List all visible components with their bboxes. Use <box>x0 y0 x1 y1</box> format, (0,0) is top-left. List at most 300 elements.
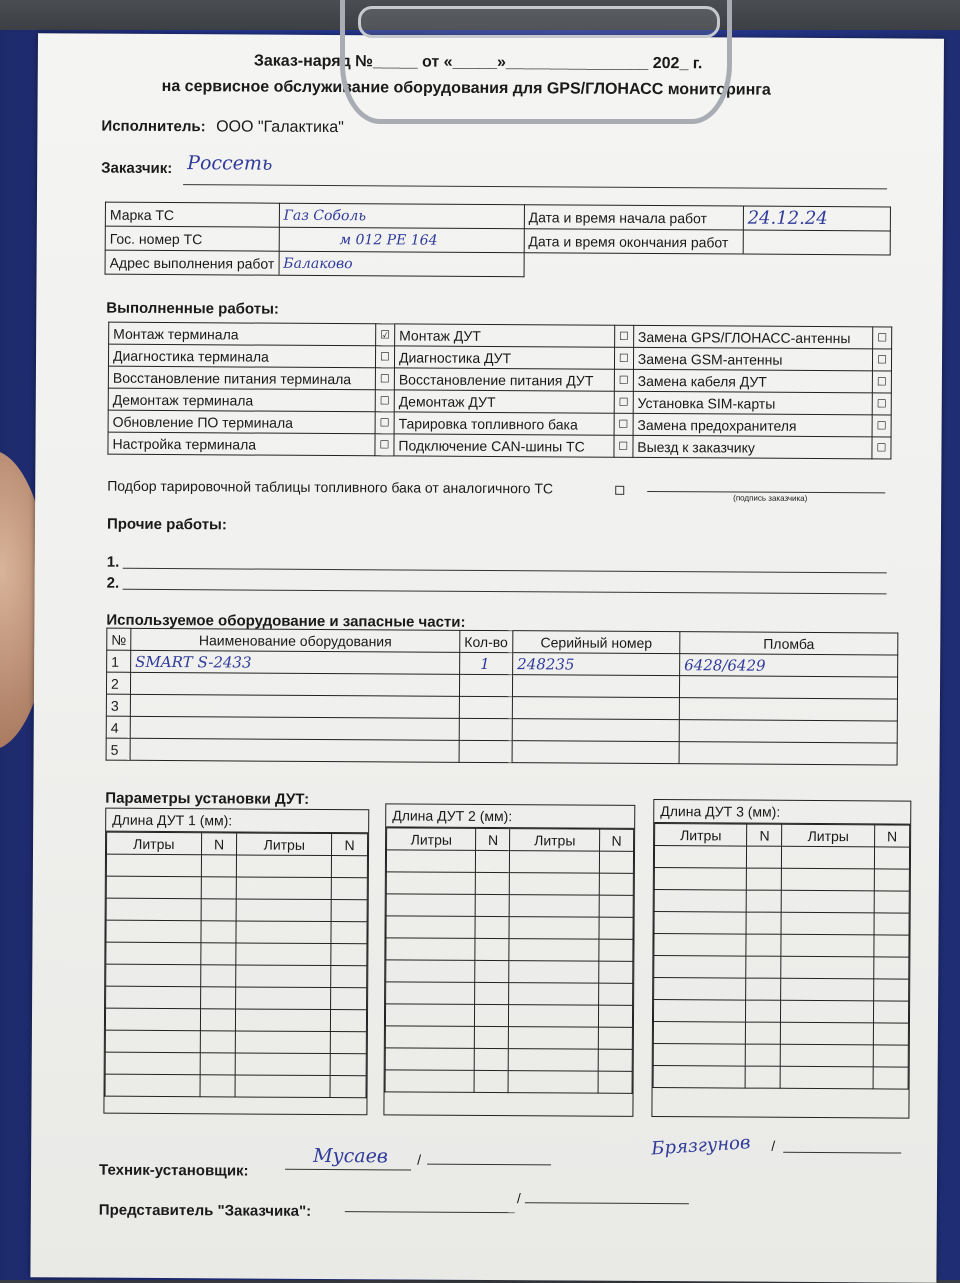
dut-cell <box>653 1000 745 1023</box>
dut2-table <box>385 827 635 1094</box>
header-line2: на сервисное обслуживание оборудования для GPS/ГЛОНАСС мониторинга <box>161 77 771 99</box>
equipment-cell: SMART S-2433 <box>131 650 460 674</box>
eq-header-qty: Кол-во <box>460 630 513 652</box>
dut-cell <box>510 851 600 874</box>
dut-cell <box>385 1026 475 1049</box>
dut-cell <box>106 898 201 921</box>
dut-cell <box>874 847 909 869</box>
equipment-cell <box>679 698 897 721</box>
work-item-checkbox[interactable]: ☑ <box>376 324 395 346</box>
work-item-checkbox[interactable]: ☐ <box>614 391 633 413</box>
work-item-checkbox[interactable]: ☐ <box>614 347 633 369</box>
dut-cell <box>653 1066 745 1089</box>
work-item-label: Диагностика ДУТ <box>394 346 614 369</box>
dut-cell <box>200 965 236 987</box>
dut-row <box>654 846 909 870</box>
dut-cell <box>200 921 236 943</box>
work-item-label: Демонтаж терминала <box>108 388 375 412</box>
dut-row <box>385 1070 632 1094</box>
dut-cell <box>746 978 781 1000</box>
dut-row <box>106 854 367 878</box>
dut-cell <box>599 895 633 917</box>
tech-line-2 <box>427 1164 551 1166</box>
dut-cell <box>236 965 331 988</box>
work-item-label: Восстановление питания ДУТ <box>394 368 614 391</box>
dut-cell <box>105 1074 200 1097</box>
dut-cell <box>476 850 510 872</box>
dut-cell <box>746 1000 781 1022</box>
tech-signature-1: Мусаев <box>313 1144 388 1168</box>
work-item-label: Замена кабеля ДУТ <box>633 369 872 392</box>
equipment-cell: 4 <box>106 716 130 738</box>
dut-cell <box>330 1054 366 1076</box>
dut-cell <box>745 1066 780 1088</box>
dut-cell <box>330 1032 366 1054</box>
work-item-checkbox[interactable]: ☐ <box>375 346 394 368</box>
dut-cell <box>237 877 332 900</box>
equipment-cell <box>679 720 897 743</box>
dut-cell <box>386 938 476 961</box>
dut-cell <box>873 1001 908 1023</box>
dut-cell <box>654 912 746 935</box>
dut-row <box>386 982 633 1006</box>
brand-label: Марка ТС <box>105 202 279 227</box>
dut-cell <box>654 846 746 869</box>
work-item-label: Замена GPS/ГЛОНАСС-антенны <box>633 325 872 348</box>
equipment-row <box>106 738 897 765</box>
dut-cell <box>599 939 633 961</box>
dut-cell <box>781 1022 873 1045</box>
work-item-label: Замена предохранителя <box>633 413 872 436</box>
equipment-cell: 6428/6429 <box>680 654 898 677</box>
equipment-cell <box>512 697 679 720</box>
dut-cell <box>746 956 781 978</box>
tech-label: Техник-установщик: <box>99 1161 249 1180</box>
dut-cell <box>873 979 908 1001</box>
dut-cell <box>873 1045 908 1067</box>
dut1-table <box>105 832 369 1099</box>
dut-header-cell: Литры <box>237 833 332 856</box>
work-item-label: Подключение CAN-шины ТС <box>394 434 614 457</box>
dut-cell <box>236 1053 331 1076</box>
work-item-label: Монтаж терминала <box>109 322 376 346</box>
customer-line <box>183 184 887 189</box>
other-line-2 <box>123 589 887 595</box>
dut-cell <box>236 921 331 944</box>
dut1-block <box>103 808 369 1116</box>
dut-row <box>106 986 367 1010</box>
work-item-label: Выезд к заказчику <box>633 435 872 458</box>
vehicle-table <box>105 202 891 280</box>
dut-cell <box>653 1044 745 1067</box>
eq-header-seal: Пломба <box>680 632 898 655</box>
dut-cell <box>746 1022 781 1044</box>
dut-cell <box>237 855 332 878</box>
dut-cell <box>330 1076 366 1098</box>
dut-cell <box>236 987 331 1010</box>
rep-line-1 <box>345 1211 515 1213</box>
dut-cell <box>510 895 600 918</box>
dut-cell <box>654 890 746 913</box>
tech-line-1 <box>285 1169 411 1171</box>
signature-caption: (подпись заказчика) <box>733 493 808 503</box>
dut-title: Параметры установки ДУТ: <box>105 789 310 808</box>
dut-cell <box>236 1031 331 1054</box>
equipment-cell <box>512 741 679 764</box>
dut-cell <box>106 964 201 987</box>
dut-header-cell: N <box>599 829 633 851</box>
dut-cell <box>200 987 236 1009</box>
work-item-label: Обновление ПО терминала <box>108 410 375 434</box>
dut-cell <box>781 934 873 957</box>
dut3-title: Длина ДУТ 3 (мм): <box>654 800 910 825</box>
other-item-2: 2. <box>106 574 120 592</box>
dut-cell <box>782 846 874 869</box>
dut-cell <box>331 856 367 878</box>
dut-header-cell: N <box>874 825 909 847</box>
tech-signature-2: Брязгунов <box>650 1132 751 1160</box>
eq-header-num: № <box>107 628 131 650</box>
dut-cell <box>874 869 909 891</box>
dut-row <box>654 890 909 914</box>
dut-row <box>386 960 633 984</box>
dut-row <box>386 938 633 962</box>
dut-cell <box>598 1005 632 1027</box>
address-label: Адрес выполнения работ <box>105 250 279 275</box>
dut-cell <box>874 957 909 979</box>
dut1-title: Длина ДУТ 1 (мм): <box>106 809 368 834</box>
dut-cell <box>386 960 476 983</box>
equipment-cell <box>512 675 679 698</box>
executor-row: Исполнитель: ООО "Галактика" <box>101 117 344 137</box>
dut-cell <box>331 988 367 1010</box>
dut-cell <box>201 899 237 921</box>
eq-header-serial: Серийный номер <box>513 631 680 654</box>
other-item-1: 1. <box>106 553 120 571</box>
dut-row <box>105 1030 366 1054</box>
dut-cell <box>746 934 781 956</box>
dut-cell <box>654 934 746 957</box>
equipment-cell <box>459 696 512 718</box>
dut-row <box>653 1044 908 1068</box>
dut-header-cell: N <box>747 824 782 846</box>
dut-cell <box>105 1052 200 1075</box>
dut-row <box>106 920 367 944</box>
work-item-label: Замена GSM-антенны <box>633 347 872 370</box>
work-item-checkbox[interactable]: ☐ <box>873 327 892 349</box>
dut-cell <box>747 890 782 912</box>
customer-label: Заказчик: <box>101 159 173 178</box>
equipment-cell <box>131 672 460 696</box>
dut-cell <box>331 900 367 922</box>
dut-cell <box>475 1048 509 1070</box>
dut-row <box>654 868 909 892</box>
dut-cell <box>781 1066 873 1089</box>
dut-cell <box>386 872 476 895</box>
dut-cell <box>509 961 599 984</box>
dut-header-row <box>387 828 634 852</box>
equipment-title: Используемое оборудование и запасные части: <box>106 611 466 631</box>
dut-cell <box>509 983 599 1006</box>
dut-cell <box>873 1023 908 1045</box>
dut-cell <box>200 1053 236 1075</box>
work-item-checkbox[interactable]: ☐ <box>614 413 633 435</box>
work-item-checkbox[interactable]: ☐ <box>872 393 891 415</box>
end-value <box>743 230 890 255</box>
equipment-cell <box>459 740 512 762</box>
dut-cell <box>386 916 476 939</box>
dut-cell <box>200 943 236 965</box>
work-item-label: Тарировка топливного бака <box>394 412 614 435</box>
equipment-table <box>106 628 899 766</box>
dut-cell <box>746 912 781 934</box>
dut-cell <box>236 1009 331 1032</box>
eq-header-name: Наименование оборудования <box>131 628 460 652</box>
work-item-label: Монтаж ДУТ <box>395 324 615 347</box>
dut-cell <box>509 939 599 962</box>
dut-header-cell: Литры <box>510 829 600 852</box>
dut-cell <box>873 1067 908 1089</box>
dut-cell <box>654 956 746 979</box>
equipment-cell: 248235 <box>513 653 680 676</box>
dut-cell <box>874 913 909 935</box>
dut-cell <box>510 873 600 896</box>
dut-row <box>653 1022 908 1046</box>
dut-row <box>105 1052 366 1076</box>
equipment-cell <box>679 676 897 699</box>
dut-header-row <box>106 832 367 856</box>
plate-value: м 012 РЕ 164 <box>279 227 524 252</box>
work-item-label: Восстановление питания терминала <box>108 366 375 390</box>
dut-cell <box>201 855 237 877</box>
work-item-label: Настройка терминала <box>108 432 375 456</box>
dut-cell <box>509 1071 599 1094</box>
tech-slash-1: / <box>417 1151 422 1168</box>
dut-cell <box>385 1070 475 1093</box>
dut-cell <box>105 1008 200 1031</box>
tarir-label: Подбор тарировочной таблицы топливного бака от аналогичного ТС <box>107 477 554 497</box>
dut-row <box>385 1026 632 1050</box>
dut3-block <box>651 799 911 1119</box>
dut-cell <box>475 982 509 1004</box>
dut-cell <box>782 868 874 891</box>
dut-row <box>653 1000 908 1024</box>
dut-cell <box>237 899 332 922</box>
equipment-cell <box>512 719 679 742</box>
work-item-checkbox[interactable]: ☐ <box>872 415 891 437</box>
end-label: Дата и время окончания работ <box>524 229 743 254</box>
dut-cell <box>475 1026 509 1048</box>
dut3-table <box>653 823 911 1090</box>
address-value: Балаково <box>279 251 524 276</box>
works-table <box>107 322 892 460</box>
dut-cell <box>476 894 510 916</box>
equipment-cell: 1 <box>107 650 131 672</box>
dut-cell <box>475 1004 509 1026</box>
dut-cell <box>747 846 782 868</box>
dut-cell <box>509 1027 599 1050</box>
dut-row <box>654 912 909 936</box>
work-item-checkbox[interactable]: ☐ <box>375 434 394 456</box>
dut-header-cell: N <box>476 828 510 850</box>
dut-cell <box>105 1030 200 1053</box>
dut-cell <box>475 938 509 960</box>
dut-cell <box>598 1049 632 1071</box>
work-item-label: Демонтаж ДУТ <box>394 390 614 413</box>
dut-cell <box>781 956 873 979</box>
dut-cell <box>781 978 873 1001</box>
dut-cell <box>599 851 633 873</box>
dut-cell <box>598 1071 632 1093</box>
equipment-cell: 1 <box>460 652 513 674</box>
rep-slash: / <box>516 1190 521 1207</box>
work-item-checkbox[interactable]: ☐ <box>872 349 891 371</box>
dut-header-cell: N <box>332 834 368 856</box>
dut-row <box>654 934 909 958</box>
dut-row <box>106 876 367 900</box>
dut-cell <box>781 1000 873 1023</box>
dut-cell <box>475 960 509 982</box>
dut-cell <box>106 876 201 899</box>
tarir-checkbox[interactable] <box>615 486 624 495</box>
work-item-checkbox[interactable]: ☐ <box>375 390 394 412</box>
dut-row <box>386 872 633 896</box>
work-order-sheet <box>30 33 944 1283</box>
dut-cell <box>654 978 746 1001</box>
work-item-checkbox[interactable]: ☐ <box>614 435 633 457</box>
clipboard-clip-bar <box>358 6 720 38</box>
dut2-block <box>383 803 635 1117</box>
dut-row <box>654 956 909 980</box>
header-line1: Заказ-наряд №_____ от «_____»________________ 202_ г. <box>253 52 703 73</box>
work-item-label: Установка SIM-карты <box>633 391 872 414</box>
dut-cell <box>385 1004 475 1027</box>
other-title: Прочие работы: <box>106 515 227 534</box>
dut-cell <box>653 1022 745 1045</box>
work-item-checkbox[interactable]: ☐ <box>375 412 394 434</box>
dut-cell <box>386 982 476 1005</box>
dut-cell <box>475 916 509 938</box>
work-item-checkbox[interactable]: ☐ <box>614 325 633 347</box>
dut-cell <box>106 942 201 965</box>
equipment-cell: 3 <box>106 694 130 716</box>
equipment-cell: 5 <box>106 738 130 760</box>
works-title: Выполненные работы: <box>106 299 279 318</box>
dut-cell <box>781 1044 873 1067</box>
dut-cell <box>330 1010 366 1032</box>
dut-cell <box>874 935 909 957</box>
dut-row <box>386 894 633 918</box>
dut-cell <box>599 873 633 895</box>
dut-cell <box>476 872 510 894</box>
dut-cell <box>747 868 782 890</box>
dut-cell <box>509 1049 599 1072</box>
equipment-cell <box>459 674 512 696</box>
dut-cell <box>782 890 874 913</box>
dut-header-cell: N <box>201 833 237 855</box>
dut-cell <box>598 1027 632 1049</box>
work-item-checkbox[interactable]: ☐ <box>872 371 891 393</box>
dut-row <box>654 978 909 1002</box>
tech-slash-2: / <box>771 1137 776 1154</box>
dut-cell <box>509 1005 599 1028</box>
dut-cell <box>106 854 201 877</box>
dut-row <box>386 850 633 874</box>
dut-cell <box>599 917 633 939</box>
dut-row <box>105 1074 366 1098</box>
dut-cell <box>331 878 367 900</box>
dut-cell <box>746 1044 781 1066</box>
brand-value: Газ Соболь <box>279 203 524 228</box>
dut-cell <box>782 912 874 935</box>
plate-label: Гос. номер ТС <box>105 226 279 251</box>
work-item-checkbox[interactable]: ☐ <box>375 368 394 390</box>
start-value: 24.12.24 <box>743 206 890 231</box>
dut-cell <box>106 920 201 943</box>
dut-cell <box>385 1048 475 1071</box>
dut-header-cell: Литры <box>782 824 874 847</box>
equipment-cell <box>130 738 459 762</box>
dut-cell <box>200 1075 236 1097</box>
dut-cell <box>386 894 476 917</box>
dut-cell <box>236 943 331 966</box>
tech-line-3 <box>783 1152 901 1154</box>
equipment-cell <box>679 742 897 765</box>
dut-row <box>385 1004 632 1028</box>
rep-line-2 <box>525 1202 689 1204</box>
dut-cell <box>331 966 367 988</box>
dut-cell <box>331 922 367 944</box>
works-row <box>108 432 891 459</box>
start-label: Дата и время начала работ <box>524 205 743 230</box>
dut-cell <box>106 986 201 1009</box>
equipment-cell <box>130 694 459 718</box>
dut-cell <box>331 944 367 966</box>
dut-cell <box>201 877 237 899</box>
work-item-label: Диагностика терминала <box>108 344 375 368</box>
dut-cell <box>235 1075 330 1098</box>
dut-header-cell: Литры <box>387 828 477 851</box>
dut-cell <box>200 1009 236 1031</box>
dut-cell <box>475 1070 509 1092</box>
dut-row <box>106 942 367 966</box>
dut-header-row <box>655 824 910 848</box>
customer-value: Россеть <box>187 152 273 175</box>
dut-header-cell: Литры <box>106 832 201 855</box>
equipment-cell: 2 <box>106 672 130 694</box>
work-item-checkbox[interactable]: ☐ <box>614 369 633 391</box>
dut-row <box>386 916 633 940</box>
other-line-1 <box>123 568 887 574</box>
dut-row <box>105 1008 366 1032</box>
dut-cell <box>599 983 633 1005</box>
equipment-cell <box>459 718 512 740</box>
dut-row <box>653 1066 908 1090</box>
dut-cell <box>200 1031 236 1053</box>
rep-label: Представитель "Заказчика": <box>98 1201 312 1220</box>
dut-row <box>106 898 367 922</box>
dut-header-cell: Литры <box>655 824 747 847</box>
dut-cell <box>599 961 633 983</box>
dut2-title: Длина ДУТ 2 (мм): <box>386 804 634 829</box>
work-item-checkbox[interactable]: ☐ <box>872 437 891 459</box>
dut-row <box>385 1048 632 1072</box>
equipment-cell <box>130 716 459 740</box>
dut-row <box>106 964 367 988</box>
dut-cell <box>874 891 909 913</box>
dut-cell <box>654 868 746 891</box>
dut-cell <box>386 850 476 873</box>
